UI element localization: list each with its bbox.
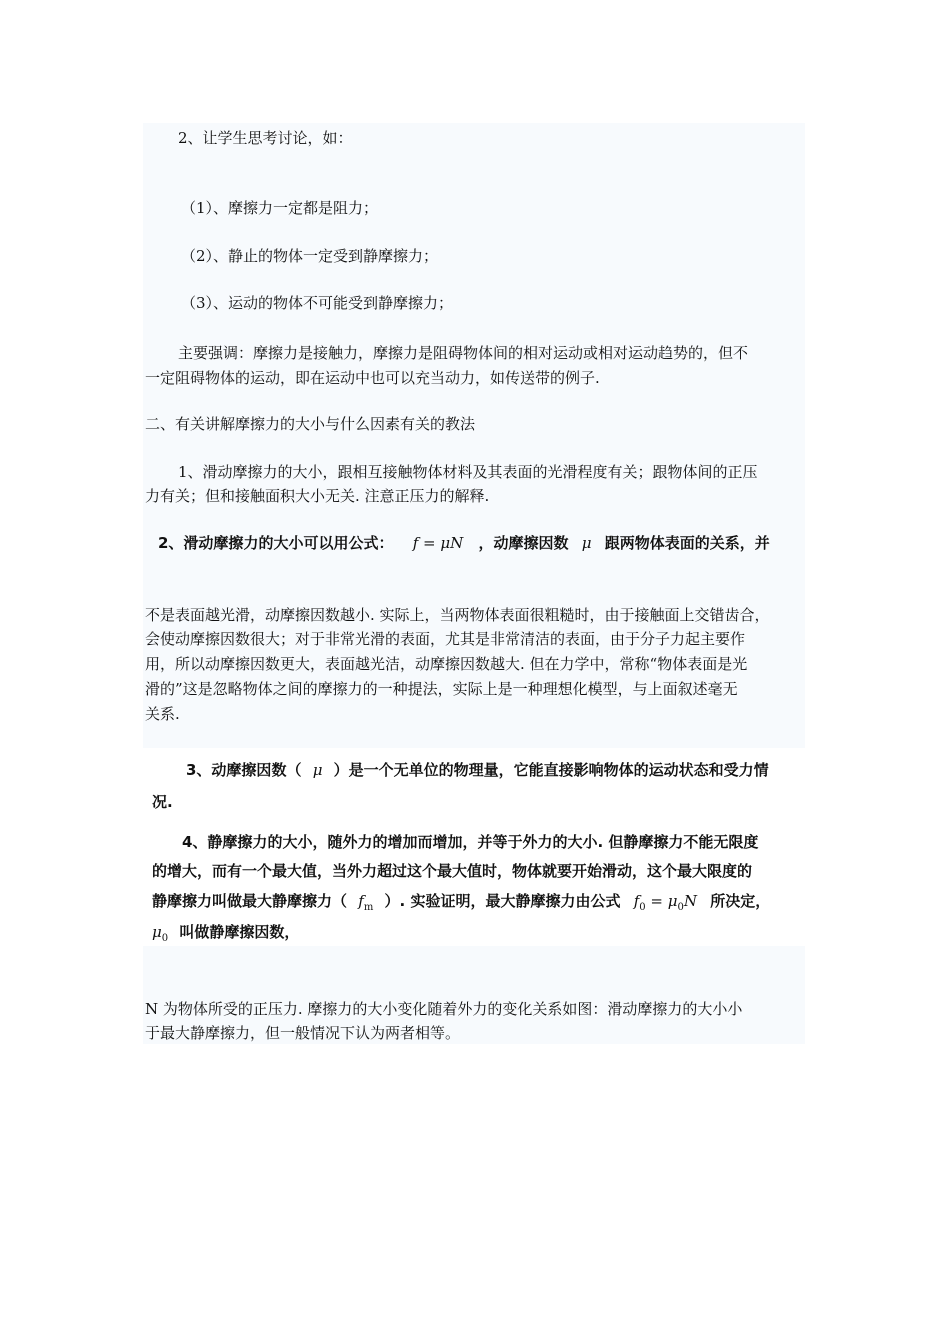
paragraph-6-line-1: N 为物体所受的正压力. 摩擦力的大小变化随着外力的变化关系如图：滑动摩擦力的大小小: [145, 1000, 743, 1018]
paragraph-3-line-5: 关系.: [145, 705, 180, 723]
paragraph-5-text-a: 静摩擦力叫做最大静摩擦力（: [152, 892, 348, 910]
paragraph-3-line-4: 滑的”这是忽略物体之间的摩擦力的一种提法，实际上是一种理想化模型，与上面叙述毫无: [145, 680, 738, 698]
mu-symbol-2: μ: [312, 761, 323, 779]
paragraph-1-line-1: 1、滑动摩擦力的大小，跟相互接触物体材料及其表面的光滑程度有关；跟物体间的正压: [178, 463, 758, 481]
content-panel-top: [143, 123, 805, 548]
paragraph-4-line-1: [186, 760, 769, 780]
paragraph-3-line-1: 不是表面越光滑，动摩擦因数越小. 实际上，当两物体表面很粗糙时，由于接触面上交错齿合，: [145, 606, 770, 624]
friction-formula: f = μN: [412, 534, 464, 552]
paragraph-6-line-2: 于最大静摩擦力，但一般情况下认为两者相等。: [145, 1024, 461, 1042]
fm-symbol: $f_m$: [358, 892, 374, 913]
paragraph-5-text-b: ）. 实验证明，最大静摩擦力由公式: [384, 892, 621, 910]
paragraph-5-line-4: [152, 922, 299, 949]
paragraph-5-text-d: 叫做静摩擦因数，: [179, 923, 300, 941]
paragraph-3-line-2: 会使动摩擦因数很大；对于非常光滑的表面，尤其是非常清洁的表面，由于分子力起主要作: [145, 630, 746, 648]
mu0-symbol: $\mu_0$: [152, 923, 169, 944]
paragraph-5-line-3: [152, 891, 770, 918]
paragraph-5-text-c: 所决定，: [710, 892, 771, 910]
mu-symbol: μ: [581, 534, 592, 552]
discussion-item-2: （2）、静止的物体一定受到静摩擦力；: [181, 247, 439, 265]
paragraph-2-text-b: ，动摩擦因数: [478, 534, 569, 552]
paragraph-5-line-2: 的增大，而有一个最大值，当外力超过这个最大值时，物体就要开始滑动，这个最大限度的: [152, 862, 753, 880]
section-heading: 二、有关讲解摩擦力的大小与什么因素有关的教法: [145, 415, 476, 433]
content-panel-middle: [143, 606, 805, 748]
paragraph-2-text-a: 2、滑动摩擦力的大小可以用公式：: [158, 534, 394, 552]
paragraph-2-line: [158, 533, 770, 553]
discussion-intro: 2、让学生思考讨论，如：: [178, 129, 353, 147]
content-panel-gap-1: [143, 548, 805, 606]
emphasis-line-2: 一定阻碍物体的运动，即在运动中也可以充当动力，如传送带的例子.: [145, 369, 600, 387]
discussion-item-1: （1）、摩擦力一定都是阻力；: [181, 199, 379, 217]
content-panel-gap-2: [143, 946, 805, 994]
emphasis-line-1: 主要强调：摩擦力是接触力，摩擦力是阻碍物体间的相对运动或相对运动趋势的，但不: [178, 344, 749, 362]
paragraph-4-line-2: 况.: [152, 793, 173, 811]
discussion-item-3: （3）、运动的物体不可能受到静摩擦力；: [181, 294, 454, 312]
static-friction-formula: $f_0 = \mu_0N$: [633, 892, 697, 913]
paragraph-5-line-1: 4、静摩擦力的大小，随外力的增加而增加，并等于外力的大小. 但静摩擦力不能无限度: [182, 833, 759, 851]
paragraph-1-line-2: 力有关；但和接触面积大小无关. 注意正压力的解释.: [145, 487, 490, 505]
paragraph-3-line-3: 用，所以动摩擦因数更大，表面越光洁，动摩擦因数越大. 但在力学中，常称“物体表面是光: [145, 655, 748, 673]
paragraph-4-text-b: ）是一个无单位的物理量，它能直接影响物体的运动状态和受力情: [333, 761, 769, 779]
paragraph-4-text-a: 3、动摩擦因数（: [186, 761, 302, 779]
paragraph-2-text-c: 跟两物体表面的关系，并: [604, 534, 770, 552]
